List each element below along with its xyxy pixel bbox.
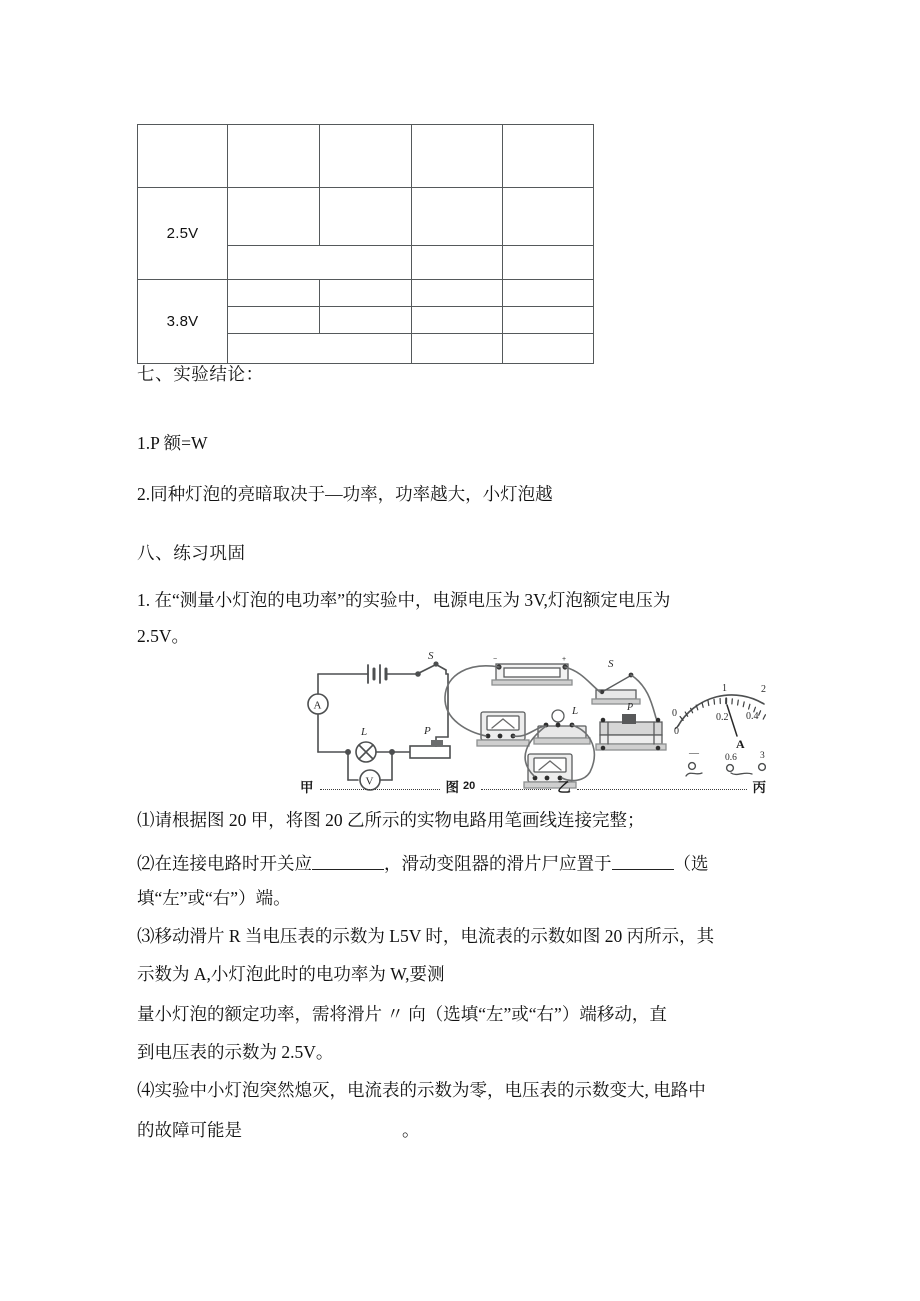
figure-caption <box>300 776 766 798</box>
table-cell <box>228 246 412 280</box>
svg-text:A: A <box>736 737 745 751</box>
table-cell <box>228 334 412 364</box>
table-cell <box>320 280 412 307</box>
caption-label-jia: 甲 <box>300 780 314 795</box>
svg-text:0: 0 <box>674 726 679 737</box>
table-row <box>138 188 594 246</box>
question-item-3-line-3: 量小灯泡的额定功率，需将滑片 〃 向（选填“左”或“右”）端移动，直 <box>137 1004 667 1024</box>
svg-text:−: − <box>493 656 498 663</box>
question-item-2-line-1 <box>137 852 709 873</box>
conclusion-heading: 七、实验结论： <box>137 364 264 384</box>
question-item-4-text: 的故障可能是 <box>137 1120 242 1140</box>
caption-label-yi: 乙 <box>557 780 571 795</box>
table-cell <box>412 125 503 188</box>
svg-text:2: 2 <box>761 684 766 695</box>
table-cell <box>228 125 320 188</box>
conclusion-item-1: 1.P 额=W <box>137 433 208 453</box>
question-stem-line-1: 1. 在“测量小灯泡的电功率”的实验中，电源电压为 3V,灯泡额定电压为 <box>137 590 671 610</box>
caption-dots <box>320 788 440 790</box>
svg-text:—: — <box>689 748 699 759</box>
question-item-4-line-2 <box>137 1122 420 1140</box>
table-cell <box>228 188 320 246</box>
answer-blank[interactable] <box>312 852 384 870</box>
caption-figure-number: 20 <box>463 780 476 792</box>
svg-text:S: S <box>608 658 614 670</box>
table-cell <box>138 125 228 188</box>
table-cell <box>412 280 503 307</box>
table-cell <box>412 188 503 246</box>
svg-text:L: L <box>572 705 579 717</box>
question-item-1: ⑴请根据图 20 甲，将图 20 乙所示的实物电路用笔画线连接完整； <box>137 810 645 830</box>
question-item-3-line-4: 到电压表的示数为 2.5V。 <box>137 1042 334 1062</box>
conclusion-item-2: 2.同种灯泡的亮暗取决于—功率，功率越大，小灯泡越 <box>137 484 553 504</box>
table-cell <box>228 307 320 334</box>
svg-text:V: V <box>365 775 374 788</box>
svg-text:0: 0 <box>672 708 677 719</box>
table-cell <box>412 246 503 280</box>
svg-text:P: P <box>424 725 431 737</box>
table-cell <box>320 188 412 246</box>
svg-text:3: 3 <box>760 751 765 761</box>
svg-text:1: 1 <box>722 683 727 694</box>
table-cell <box>228 280 320 307</box>
table-row <box>138 125 594 188</box>
practice-heading: 八、练习巩固 <box>137 543 246 563</box>
svg-text:S: S <box>428 652 434 662</box>
svg-text:L: L <box>361 726 368 738</box>
question-item-3-line-1: ⑶移动滑片 R 当电压表的示数为 L5V 时，电流表的示数如图 20 丙所示，其 <box>137 926 715 946</box>
question-item-4-period: 。 <box>402 1120 420 1140</box>
caption-label-tu: 图 <box>445 780 459 795</box>
svg-text:+: + <box>562 656 567 663</box>
caption-dots <box>577 788 747 790</box>
table-cell <box>412 334 503 364</box>
table-cell <box>503 307 594 334</box>
svg-text:P: P <box>627 702 634 713</box>
table-cell <box>503 280 594 307</box>
table-cell <box>503 125 594 188</box>
svg-text:A: A <box>313 699 322 712</box>
caption-dots <box>481 788 551 790</box>
question-item-2-text-b: ，滑动变阻器的滑片尸应置于 <box>384 853 612 874</box>
question-item-2-text-a: ⑵在连接电路时开关应 <box>137 853 312 874</box>
table-cell <box>503 334 594 364</box>
question-item-3-line-2: 示数为 A,小灯泡此时的电功率为 W,要测 <box>137 964 445 984</box>
question-item-2-line-2: 填“左”或“右”）端。 <box>137 888 291 908</box>
caption-label-bing: 丙 <box>752 780 766 795</box>
svg-text:0.4: 0.4 <box>746 711 759 722</box>
table-cell-voltage-38: 3.8V <box>138 280 228 364</box>
table-cell <box>412 307 503 334</box>
svg-text:0.2: 0.2 <box>716 712 729 723</box>
answer-blank[interactable] <box>612 852 674 870</box>
question-item-4-line-1: ⑷实验中小灯泡突然熄灭，电流表的示数为零，电压表的示数变大, 电路中 <box>137 1080 706 1100</box>
table-cell <box>320 307 412 334</box>
experiment-data-table <box>137 124 593 364</box>
table-cell <box>503 246 594 280</box>
table-row <box>138 280 594 307</box>
table-cell <box>503 188 594 246</box>
table-cell-voltage-25: 2.5V <box>138 188 228 280</box>
question-stem-line-2: 2.5V。 <box>137 626 190 646</box>
question-item-2-text-c: （选 <box>673 853 709 874</box>
table-cell <box>320 125 412 188</box>
svg-text:0.6: 0.6 <box>725 753 737 763</box>
